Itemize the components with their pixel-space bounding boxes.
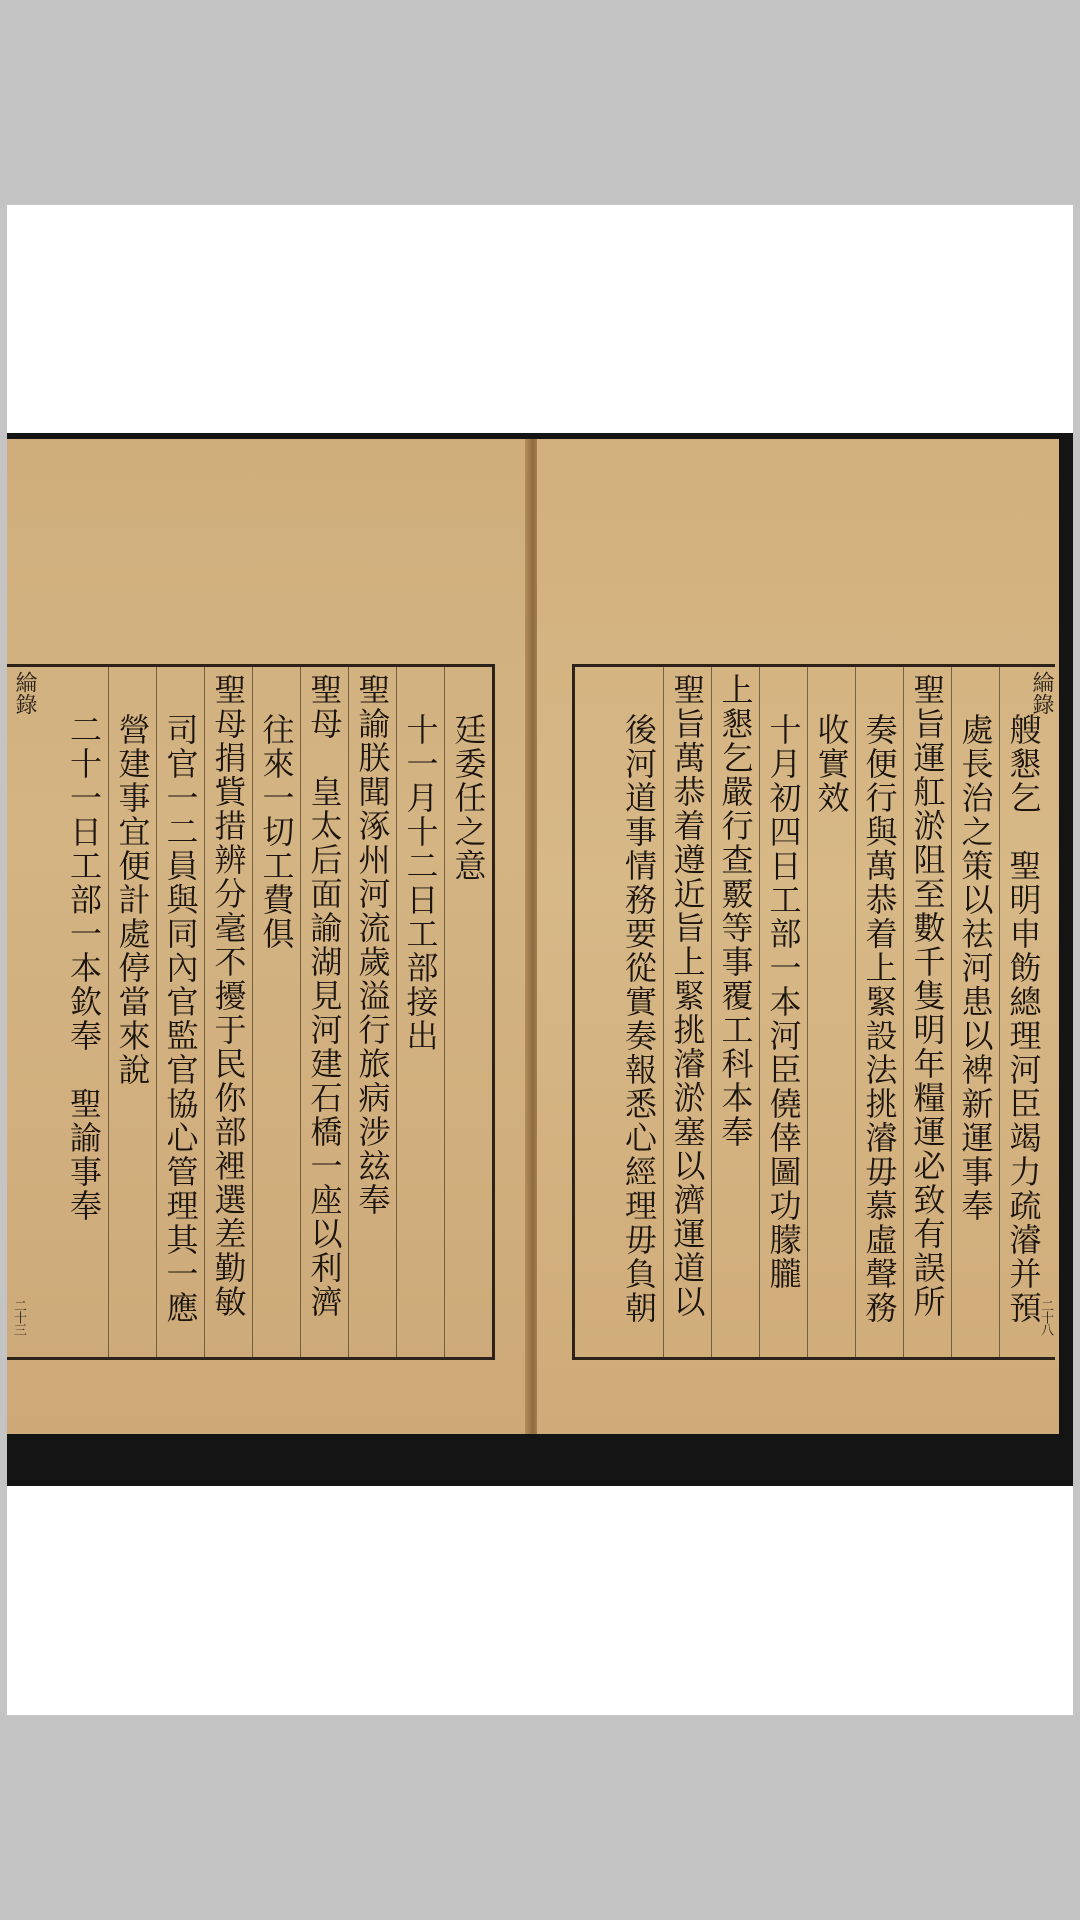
left-col-text: 聖諭朕聞涿州河流歲溢行旅病涉玆奉 bbox=[353, 673, 392, 1217]
right-col-text: 聖旨萬恭着遵近旨上緊挑濬淤塞以濟運道以 bbox=[668, 673, 707, 1319]
left-col-text: 司官一二員與同內官監官協心管理其一應 bbox=[161, 713, 200, 1325]
right-col-9 bbox=[615, 667, 663, 1357]
left-col-text: 聖母 皇太后面諭湖見河建石橋一座以利濟 bbox=[305, 673, 344, 1319]
viewer-frame bbox=[7, 205, 1073, 1715]
left-col-1 bbox=[444, 667, 492, 1357]
right-col-text: 處長治之策以祛河患以裨新運事奉 bbox=[956, 713, 995, 1223]
left-page bbox=[7, 439, 529, 1434]
right-page-number: 二十八 bbox=[1038, 1299, 1053, 1335]
left-columns bbox=[60, 667, 492, 1357]
right-col-text: 上懇乞嚴行查覈等事覆工科本奉 bbox=[716, 673, 755, 1149]
left-col-9 bbox=[60, 667, 108, 1357]
right-col-5 bbox=[807, 667, 855, 1357]
left-col-text: 二十一日工部一本欽奉 聖諭事奉 bbox=[65, 713, 103, 1223]
right-col-7 bbox=[711, 667, 759, 1357]
right-col-text: 收實效 bbox=[812, 713, 851, 815]
right-col-text: 十月初四日工部一本河臣僥倖圖功朦朧 bbox=[764, 713, 803, 1291]
right-col-text: 艘懇乞 聖明申飭總理河臣竭力疏濬并預 bbox=[1004, 713, 1043, 1325]
left-col-2 bbox=[396, 667, 444, 1357]
left-text-frame bbox=[7, 664, 495, 1360]
left-col-4 bbox=[300, 667, 348, 1357]
left-page-number: 二十三 bbox=[11, 1299, 26, 1335]
right-spine-title: 綸錄 bbox=[1029, 671, 1054, 715]
left-col-text: 廷委任之意 bbox=[449, 713, 488, 883]
left-col-8 bbox=[108, 667, 156, 1357]
right-col-8 bbox=[663, 667, 711, 1357]
left-col-text: 營建事宜便計處停當來說 bbox=[113, 713, 152, 1087]
right-col-text: 後河道事情務要從實奏報悉心經理毋負朝 bbox=[620, 713, 658, 1325]
left-col-3 bbox=[348, 667, 396, 1357]
left-col-text: 十一月十二日工部接出 bbox=[401, 713, 440, 1053]
right-col-6 bbox=[759, 667, 807, 1357]
right-col-3 bbox=[903, 667, 951, 1357]
left-col-text: 往來一切工費俱 bbox=[257, 713, 296, 951]
book-scan bbox=[7, 433, 1073, 1486]
left-spine-title: 綸錄 bbox=[12, 671, 37, 715]
right-page bbox=[537, 439, 1059, 1434]
right-col-1 bbox=[999, 667, 1047, 1357]
right-columns bbox=[615, 667, 1047, 1357]
right-col-2 bbox=[951, 667, 999, 1357]
right-col-text: 奏便行與萬恭着上緊設法挑濬毋慕虛聲務 bbox=[860, 713, 899, 1325]
left-col-5 bbox=[252, 667, 300, 1357]
right-text-frame bbox=[572, 664, 1055, 1360]
right-col-text: 聖旨運舡淤阻至數千隻明年糧運必致有誤所 bbox=[908, 673, 947, 1319]
left-col-7 bbox=[156, 667, 204, 1357]
right-col-4 bbox=[855, 667, 903, 1357]
left-col-text: 聖母捐貲措辨分毫不擾于民你部裡選差勤敏 bbox=[209, 673, 248, 1319]
left-col-6 bbox=[204, 667, 252, 1357]
